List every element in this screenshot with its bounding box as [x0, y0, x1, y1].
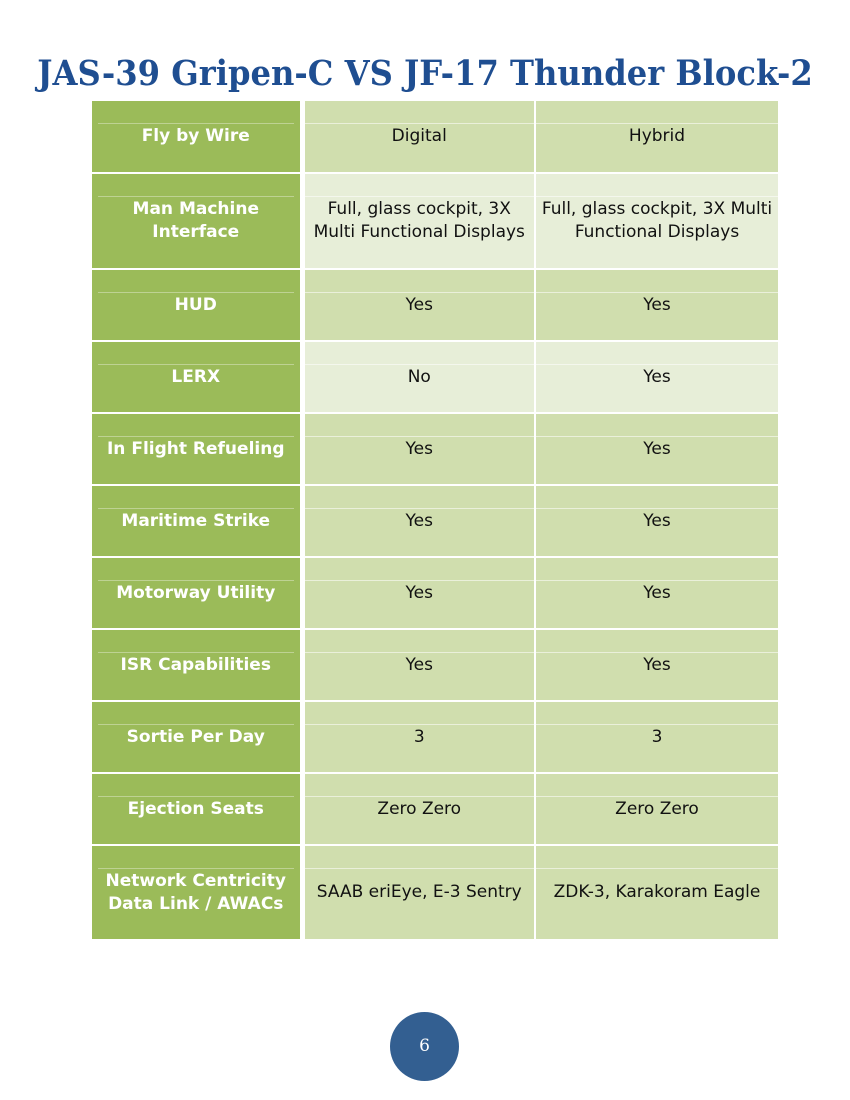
table-row: [92, 485, 778, 557]
row-label: Maritime Strike: [92, 485, 302, 557]
jf17-value: 3: [535, 701, 778, 773]
gripen-value: Digital: [302, 101, 535, 173]
jf17-value: Hybrid: [535, 101, 778, 173]
table-row: [92, 173, 778, 269]
gripen-value: Zero Zero: [302, 773, 535, 845]
page-title: JAS-39 Gripen-C VS JF-17 Thunder Block-2: [37, 53, 813, 94]
row-label: LERX: [92, 341, 302, 413]
gripen-value: Yes: [302, 413, 535, 485]
jf17-value: Zero Zero: [535, 773, 778, 845]
jf17-value: Full, glass cockpit, 3X Multi Functional Displays: [535, 173, 778, 269]
row-label: Ejection Seats: [92, 773, 302, 845]
row-label: Network Centricity Data Link / AWACs: [92, 845, 302, 940]
table-row: [92, 341, 778, 413]
gripen-value: Yes: [302, 269, 535, 341]
jf17-value: ZDK-3, Karakoram Eagle: [535, 845, 778, 940]
jf17-value: Yes: [535, 629, 778, 701]
table-row: [92, 845, 778, 940]
gripen-value: Yes: [302, 629, 535, 701]
table-row: [92, 101, 778, 173]
row-label: Sortie Per Day: [92, 701, 302, 773]
row-label: Fly by Wire: [92, 101, 302, 173]
jf17-value: Yes: [535, 269, 778, 341]
table-row: [92, 773, 778, 845]
table-row: [92, 629, 778, 701]
table-row: [92, 413, 778, 485]
jf17-value: Yes: [535, 557, 778, 629]
gripen-value: SAAB eriEye, E-3 Sentry: [302, 845, 535, 940]
jf17-value: Yes: [535, 485, 778, 557]
table-row: [92, 701, 778, 773]
row-label: ISR Capabilities: [92, 629, 302, 701]
table-row: [92, 557, 778, 629]
row-label: HUD: [92, 269, 302, 341]
row-label: Motorway Utility: [92, 557, 302, 629]
page-number-badge: 6: [390, 1012, 459, 1081]
gripen-value: No: [302, 341, 535, 413]
gripen-value: Yes: [302, 485, 535, 557]
table-row: [92, 269, 778, 341]
gripen-value: Full, glass cockpit, 3X Multi Functional Displays: [302, 173, 535, 269]
gripen-value: Yes: [302, 557, 535, 629]
row-label: In Flight Refueling: [92, 413, 302, 485]
comparison-table: [92, 101, 778, 941]
jf17-value: Yes: [535, 413, 778, 485]
jf17-value: Yes: [535, 341, 778, 413]
row-label: Man Machine Interface: [92, 173, 302, 269]
gripen-value: 3: [302, 701, 535, 773]
